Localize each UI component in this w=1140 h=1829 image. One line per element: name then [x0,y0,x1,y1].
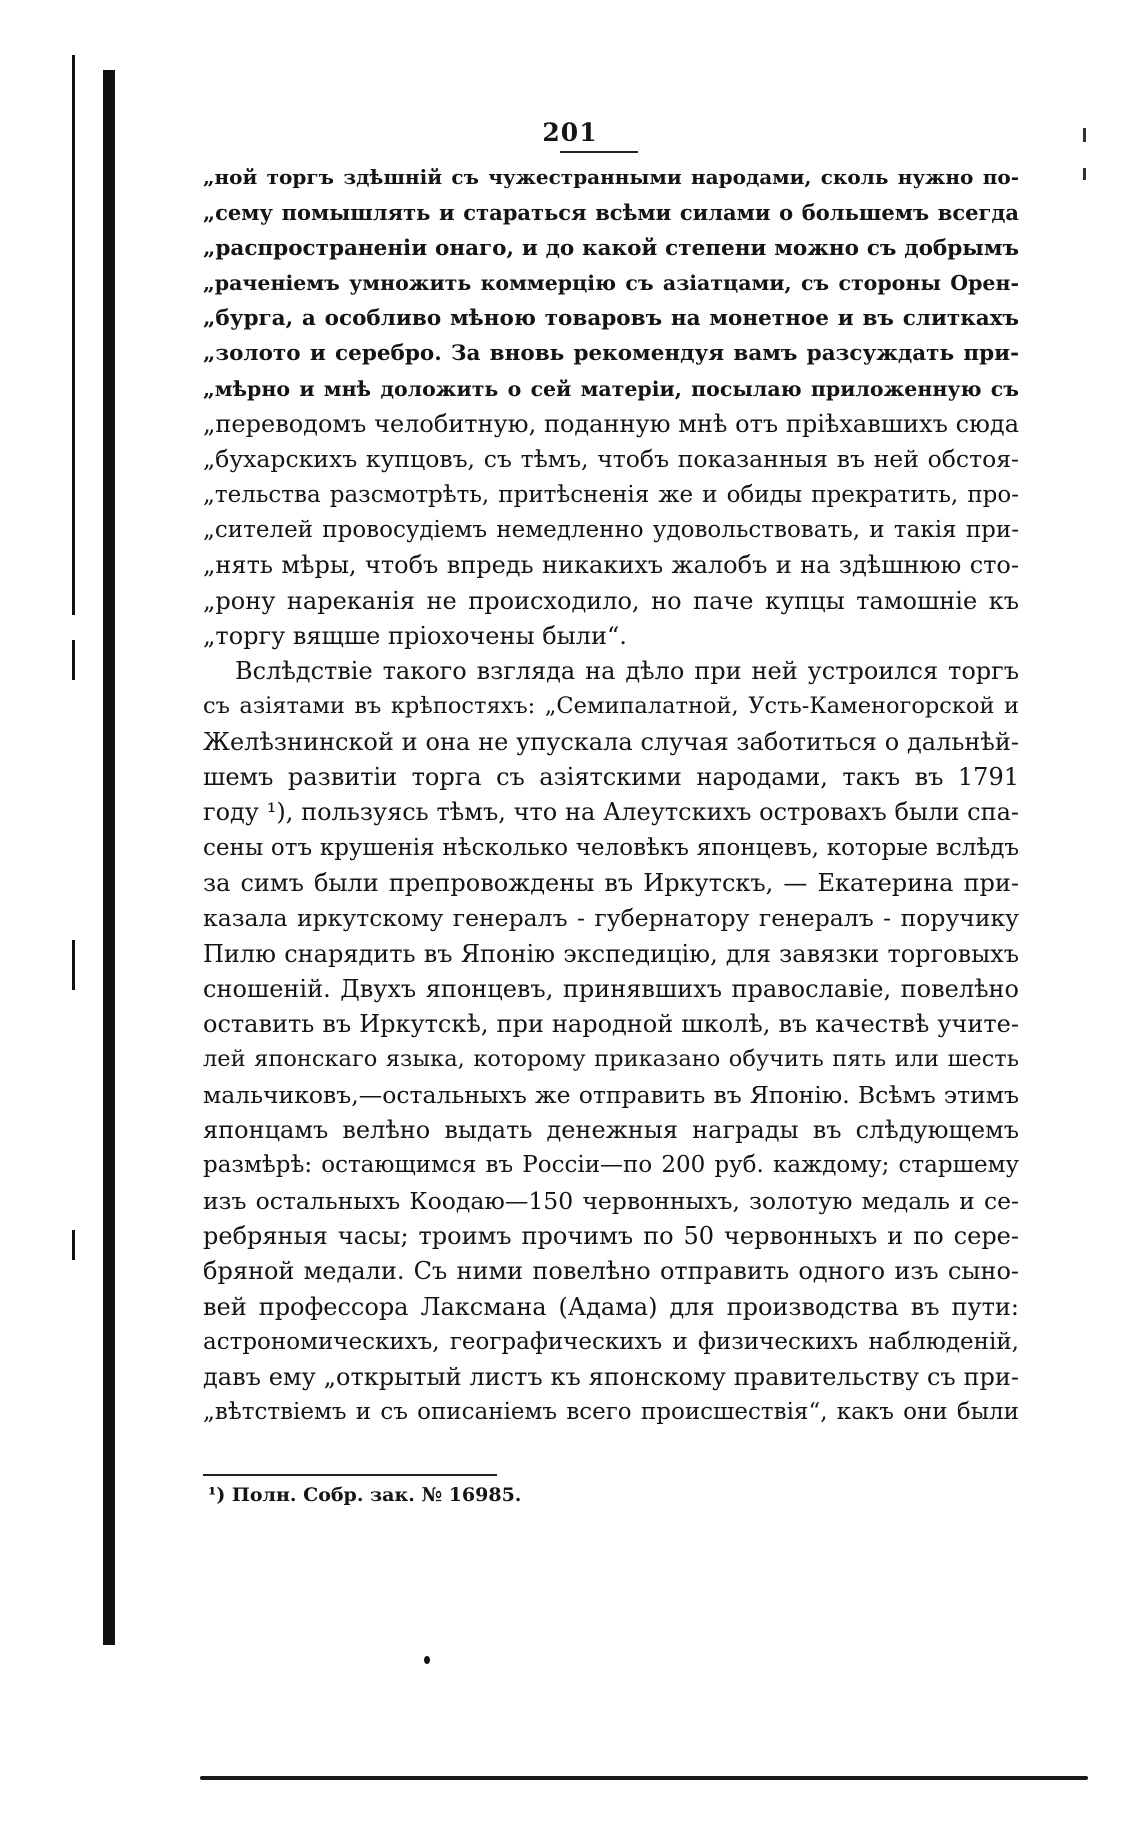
scan-edge-bar [103,70,115,1645]
text-line: году ¹), пользуясь тѣмъ, что на Алеутскихъ островахъ были спа- [203,798,1019,827]
text-line: „бурга, а особливо мѣною товаровъ на монетное и въ слиткахъ [203,306,1019,332]
text-line: мальчиковъ,—остальныхъ же отправить въ Японію. Всѣмъ этимъ [203,1080,1019,1109]
text-line: бряной медали. Съ ними повелѣно отправить одного изъ сыно- [203,1257,1019,1286]
page-number: 201 [542,118,598,147]
scan-edge-line [72,640,75,680]
text-line: сены отъ крушенія нѣсколько человѣкъ японцевъ, которые вслѣдъ [203,834,1019,861]
text-line: съ азіятами въ крѣпостяхъ: „Семипалатной, Усть-Каменогорской и [203,693,1019,720]
text-line: Вслѣдствіе такого взгляда на дѣло при ней устроился торгъ [235,657,1019,686]
text-line: „нять мѣры, чтобъ впредь никакихъ жалобъ и на здѣшнюю сто- [203,551,1019,580]
scan-artifact-dot [424,1656,430,1664]
text-line: казала иркутскому генералъ - губернатору генералъ - поручику [203,904,1019,933]
page-number-underline [560,151,638,153]
text-line: „золото и серебро. За вновь рекомендуя вамъ разсуждать при- [203,341,1019,367]
text-line: „торгу вящше пріохочены были“. [203,621,627,650]
scan-artifact [1083,168,1086,180]
text-line: „распространеніи онаго, и до какой степени можно съ добрымъ [203,235,1019,261]
text-line: „ной торгъ здѣшній съ чужестранными народами, сколь нужно по- [203,165,1019,189]
body-text [203,160,1019,1431]
text-line: „раченіемъ умножить коммерцію съ азіатцами, съ стороны Орен- [203,270,1019,295]
text-line: „сителей провосудіемъ немедленно удовольствовать, и такія при- [203,516,1019,543]
footnote: ¹) Полн. Собр. зак. № 16985. [208,1484,522,1506]
text-line: японцамъ велѣно выдать денежныя награды въ слѣдующемъ [203,1116,1019,1145]
text-line: „вѣтствіемъ и съ описаніемъ всего происшествія“, какъ они были [203,1399,1019,1426]
text-line: сношеній. Двухъ японцевъ, принявшихъ православіе, повелѣно [203,974,1019,1003]
text-line: „тельства разсмотрѣть, притѣсненія же и обиды прекратить, про- [203,481,1019,508]
text-line: давъ ему „открытый листъ къ японскому правительству съ при- [203,1363,1019,1392]
text-line: оставить въ Иркутскѣ, при народной школѣ, въ качествѣ учите- [203,1010,1019,1039]
scan-edge-line [72,1230,75,1260]
text-line: размѣрѣ: остающимся въ Россіи—по 200 руб. каждому; старшему [203,1152,1019,1179]
text-line: „мѣрно и мнѣ доложить о сей матеріи, посылаю приложенную съ [203,376,1019,401]
text-line: астрономическихъ, географическихъ и физическихъ наблюденій, [203,1328,1019,1355]
text-line: „сему помышлять и стараться всѣми силами о большемъ всегда [203,200,1019,226]
text-line: „рону нареканія не происходило, но паче купцы тамошніе къ [203,586,1019,615]
text-line: вей профессора Лаксмана (Адама) для производства въ пути: [203,1292,1019,1321]
text-line: лей японскаго языка, которому приказано обучить пять или шесть [203,1046,1019,1073]
footnote-divider [203,1474,497,1476]
text-line: шемъ развитіи торга съ азіятскими народами, такъ въ 1791 [203,763,1019,792]
text-line: „переводомъ челобитную, поданную мнѣ отъ пріѣхавшихъ сюда [203,410,1019,439]
text-line: Пилю снарядить въ Японію экспедицію, для завязки торговыхъ [203,939,1019,968]
text-line: изъ остальныхъ Коодаю—150 червонныхъ, золотую медаль и се- [203,1186,1019,1215]
text-line: за симъ были препровождены въ Иркутскъ, — Екатерина при- [203,868,1019,897]
scan-edge-line [72,940,75,990]
text-line: „бухарскихъ купцовъ, съ тѣмъ, чтобъ показанныя въ ней обстоя- [203,445,1019,474]
text-line: ребряныя часы; троимъ прочимъ по 50 червонныхъ и по сере- [203,1221,1019,1250]
scan-bottom-edge [200,1776,1088,1780]
text-line: Желѣзнинской и она не упускала случая заботиться о дальнѣй- [203,727,1019,756]
